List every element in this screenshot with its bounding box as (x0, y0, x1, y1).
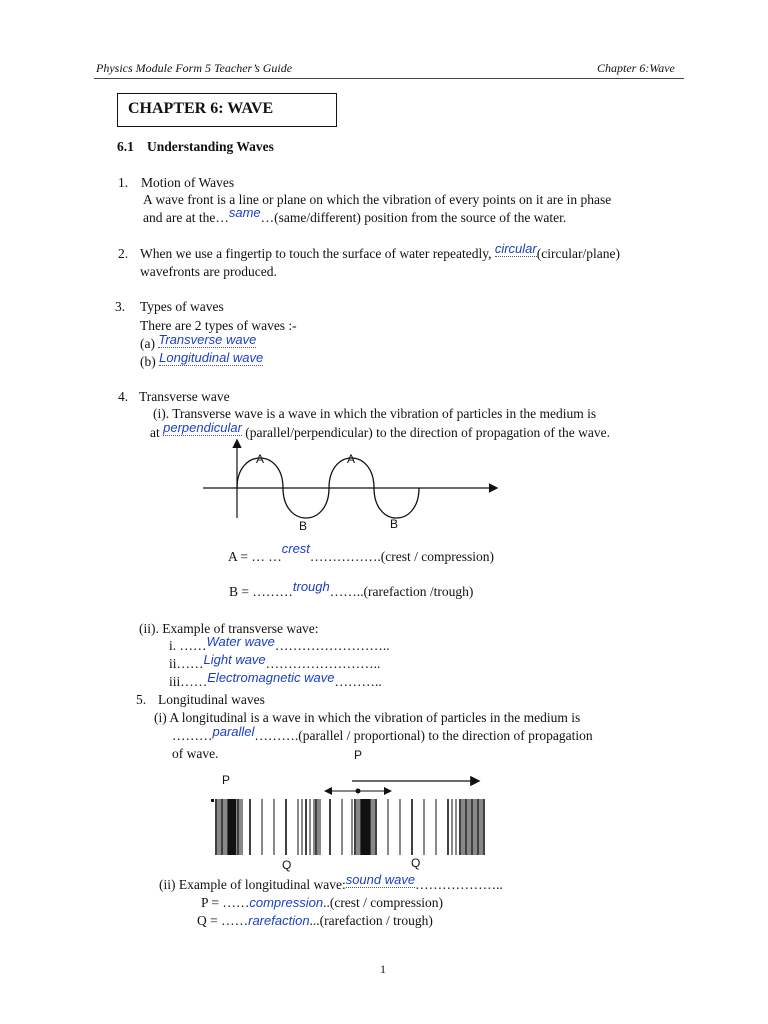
q5-i-line2: ………parallel……….(parallel / proportional) to the direction of propagation (172, 724, 593, 743)
q2-number: 2. (118, 246, 129, 261)
q5-i-line1: (i) A longitudinal is a wave in which the vibration of particles in the medium is (154, 710, 581, 725)
q4-b-answer: trough (292, 579, 330, 594)
example-1-num: i. (169, 638, 177, 653)
q3-b-answer: Longitudinal wave (159, 350, 264, 365)
header-right: Chapter 6:Wave (597, 61, 675, 75)
q3-a-answer: Transverse wave (158, 332, 257, 347)
q4-a-post: …………….(crest / compression) (309, 549, 495, 564)
q1-line2-post: …(same/different) position from the source of the water. (260, 210, 567, 225)
example-3: iii……Electromagnetic wave……….. (169, 670, 382, 689)
p-label-2: P (354, 748, 363, 762)
q4-title: Transverse wave (139, 389, 230, 404)
example-3-num: iii (169, 674, 181, 689)
q2-answer: circular (494, 241, 537, 256)
q3-title: Types of waves (140, 299, 224, 314)
q3-a-label: (a) (140, 336, 155, 351)
p-dot (211, 799, 214, 802)
q5-p-answer: compression (249, 895, 324, 910)
q5-q-post: ...(rarefaction / trough) (309, 913, 433, 928)
example-3-answer: Electromagnetic wave (207, 670, 335, 685)
q5-ii-answer: sound wave (345, 872, 416, 887)
q4-ii-title: (ii). Example of transverse wave: (139, 621, 319, 636)
q2-line1-pre: When we use a fingertip to touch the surface of water repeatedly, (140, 246, 492, 261)
example-2: ii……Light wave…………………….. (169, 652, 381, 671)
q4-b-post: ……..(rarefaction /trough) (329, 584, 474, 599)
q5-p-line (201, 895, 443, 911)
q4-number: 4. (118, 389, 129, 404)
q3-number: 3. (115, 299, 126, 314)
q1-number: 1. (118, 175, 129, 190)
q5-i-line3: of wave. (172, 746, 219, 761)
q3-b-label: (b) (140, 354, 156, 369)
chapter-title: CHAPTER 6: WAVE (128, 100, 274, 117)
q5-p-pre: P = …… (201, 895, 250, 910)
q5-title: Longitudinal waves (158, 692, 265, 707)
q4-i-post: (parallel/perpendicular) to the direction of propagation of the wave. (245, 425, 611, 440)
q4-a-answer: crest (281, 541, 310, 556)
q4-i-answer: perpendicular (163, 420, 242, 435)
q4-b-line (229, 579, 474, 600)
q5-q-answer: rarefaction (248, 913, 310, 928)
section-number: 6.1 (117, 139, 134, 154)
q4-b-pre: B = ……… (229, 584, 293, 599)
q-label-1: Q (282, 858, 292, 872)
q4-a-pre: A = … … (228, 549, 282, 564)
section-title: Understanding Waves (147, 139, 274, 154)
q3-intro: There are 2 types of waves :- (140, 318, 297, 333)
q5-q-pre: Q = …… (197, 913, 249, 928)
header-left: Physics Module Form 5 Teacher’s Guide (96, 61, 293, 75)
example-2-num: ii (169, 656, 177, 671)
q2-line2: wavefronts are produced. (140, 264, 277, 279)
example-1-answer: Water wave (206, 634, 275, 649)
q2-line1-post: (circular/plane) (536, 246, 620, 261)
q1-line1: A wave front is a line or plane on which the vibration of every points on it are in phase (143, 192, 612, 207)
q5-ii-pre: (ii) Example of longitudinal wave: (159, 877, 346, 892)
example-1: i. ……Water wave…………………….. (169, 634, 390, 653)
q5-number: 5. (136, 692, 147, 707)
example-2-answer: Light wave (203, 652, 266, 667)
particle-dot (356, 789, 361, 794)
q1-line2-pre: and are at the… (143, 210, 229, 225)
q-label-2: Q (411, 856, 421, 870)
q1-answer: same (228, 205, 261, 220)
q4-a-line (228, 541, 495, 565)
q4-i-pre: at (150, 425, 160, 440)
q5-i-post: ……….(parallel / proportional) to the direction of propagation (254, 728, 593, 743)
p-label-1: P (222, 773, 231, 787)
q5-ii-line: (ii) Example of longitudinal wave:sound wave……………….. (159, 872, 503, 892)
q5-q-line (197, 913, 433, 929)
q4-i-line1: (i). Transverse wave is a wave in which the vibration of particles in the medium is (153, 406, 597, 421)
longitudinal-wave-lines (216, 799, 484, 855)
q1-title: Motion of Waves (141, 175, 235, 190)
trough-label-1: B (299, 519, 308, 533)
trough-label-2: B (390, 517, 399, 531)
q5-i-answer: parallel (212, 724, 255, 739)
crest-label-1: A (256, 452, 265, 466)
page-number: 1 (380, 962, 386, 976)
q5-p-post: ..(crest / compression) (323, 895, 444, 910)
crest-label-2: A (347, 452, 356, 466)
